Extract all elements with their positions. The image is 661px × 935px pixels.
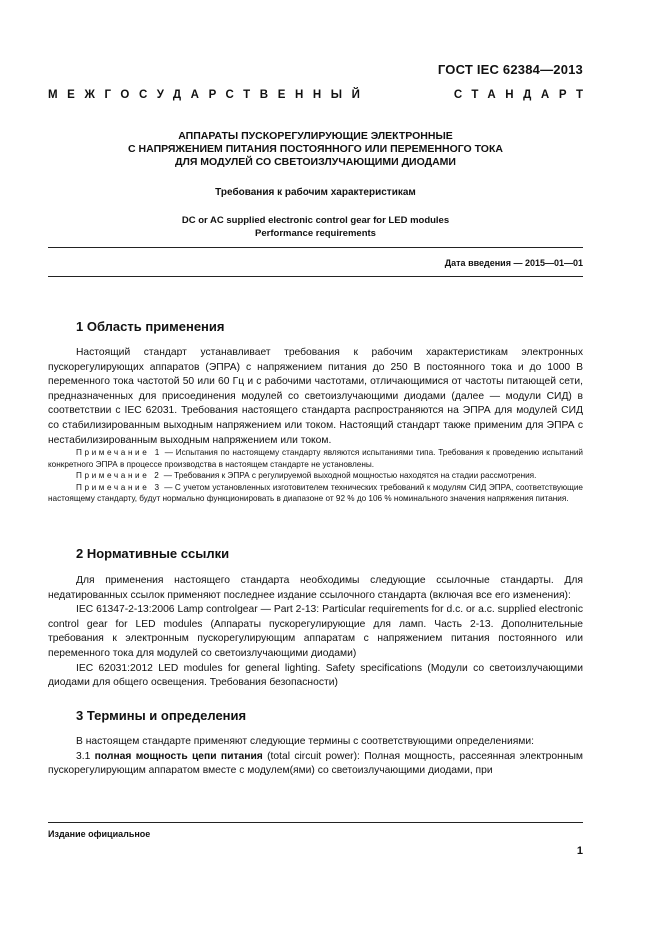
banner-interstate: МЕЖГОСУДАРСТВЕННЫЙ <box>48 89 370 101</box>
english-title <box>48 214 583 240</box>
section-3-heading: 3 Термины и определения <box>76 708 247 723</box>
note-2-label: Примечание 2 <box>76 471 162 481</box>
page-number: 1 <box>576 845 583 857</box>
title-line-1: АППАРАТЫ ПУСКОРЕГУЛИРУЮЩИЕ ЭЛЕКТРОННЫЕ <box>178 130 453 142</box>
section-3-intro: В настоящем стандарте применяют следующие термины с соответствующими определениями: <box>76 736 534 747</box>
divider-footer <box>48 822 583 823</box>
section-2-paragraph-3: IEC 62031:2012 LED modules for general lighting. Safety specifications (Модули со светоизлучающими диодами для общего освещения. Требования безопасности) <box>48 662 583 689</box>
gost-number: ГОСТ IEC 62384—2013 <box>437 62 583 77</box>
section-3-body <box>48 735 583 779</box>
section-2-heading: 2 Нормативные ссылки <box>76 546 230 561</box>
term-3-1 <box>48 750 583 779</box>
note-3-label: Примечание 3 <box>76 482 162 492</box>
term-definition: (total circuit power): Полная мощность, рассеянная электронным пускорегулирующим аппаратом вместе с модулем(ями) со светоизлучающими диодами, при <box>48 750 583 777</box>
section-1-notes <box>48 447 583 505</box>
section-2-paragraph-2: IEC 61347-2-13:2006 Lamp controlgear — Part 2-13: Particular requirements for d.c. or a.c. supplied electronic control gear for LED modules (Аппараты пускорегулирующие для ламп. Часть 2-13. Дополнительные требования к электронным пускорегулирующим аппаратам с напряжением питания постоянного или переменного тока для модулей со светоизлучающими диодами) <box>48 604 583 659</box>
standard-banner <box>48 89 593 101</box>
english-title-line-1: DC or AC supplied electronic control gear for LED modules <box>181 215 450 226</box>
note-3-text: — С учетом установленных изготовителем технических требований к модулям СИД ЭПРА, соответствующие настоящему стандарту, будут нормально функционировать в диапазоне от 92 % до 106 % номинального значения напряжения питания. <box>48 482 583 504</box>
section-2-paragraph-1: Для применения настоящего стандарта необходимы следующие ссылочные стандарты. Для недатированных ссылок применяют последнее издание ссылочного стандарта (включая все его изменения): <box>48 575 583 601</box>
document-subtitle: Требования к рабочим характеристикам <box>215 187 416 198</box>
note-2 <box>48 470 583 482</box>
section-1-paragraph: Настоящий стандарт устанавливает требования к рабочим характеристикам электронных пускорегулирующих аппаратов (ЭПРА) с напряжением питания до 250 В постоянного тока и до 1000 В переменного тока частотой 50 или 60 Гц и с рабочими частотами, отличающимися от частоты питающей сети, предназначенных для присоединения модулей со светоизлучающими диодами (далее — модули СИД) в соответствии с IEC 62031. Требования настоящего стандарта распространяются на ЭПРА для модулей СИД со стабилизированным выходным напряжением или током. Настоящий стандарт также применим для ЭПРА с нестабилизированным выходным напряжением или током. <box>48 347 583 446</box>
divider-date <box>48 276 583 277</box>
title-line-2: С НАПРЯЖЕНИЕМ ПИТАНИЯ ПОСТОЯННОГО ИЛИ ПЕРЕМЕННОГО ТОКА <box>128 143 503 155</box>
note-1-label: Примечание 1 <box>76 448 162 457</box>
note-1 <box>48 447 583 470</box>
section-1-body <box>48 346 583 448</box>
note-3 <box>48 482 583 505</box>
note-2-text: — Требования к ЭПРА с регулируемой выходной мощностью находятся на стадии рассмотрения. <box>163 471 537 481</box>
edition-label: Издание официальное <box>48 829 151 839</box>
title-line-3: ДЛЯ МОДУЛЕЙ СО СВЕТОИЗЛУЧАЮЩИМИ ДИОДАМИ <box>175 156 456 168</box>
section-1-heading: 1 Область применения <box>76 319 225 334</box>
term-name: полная мощность цепи питания <box>94 750 263 762</box>
banner-standard: СТАНДАРТ <box>453 89 593 101</box>
section-2-body <box>48 574 583 691</box>
note-1-text: — Испытания по настоящему стандарту являются испытаниями типа. Требования к проведению испытаний конкретного ЭПРА в процессе производства в настоящем стандарте не установлены. <box>48 448 583 469</box>
introduction-date: Дата введения — 2015—01—01 <box>444 258 583 268</box>
english-title-line-2: Performance requirements <box>255 228 376 239</box>
divider-top <box>48 247 583 248</box>
document-title <box>48 130 583 169</box>
term-number: 3.1 <box>76 750 91 762</box>
